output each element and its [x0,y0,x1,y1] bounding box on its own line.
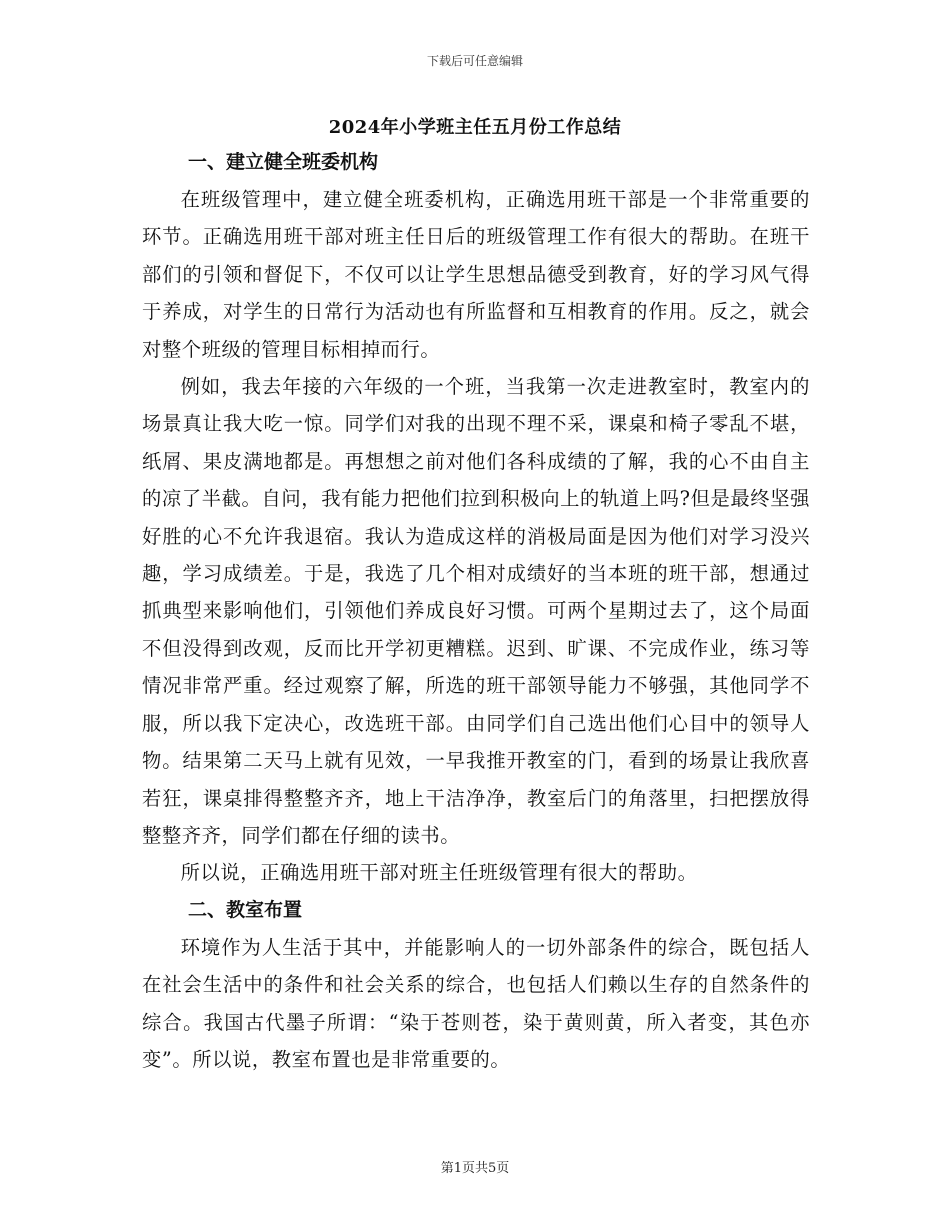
paragraph: 所以说，正确选用班干部对班主任班级管理有很大的帮助。 [180,861,698,885]
section-heading-2: 二、教室布置 [188,898,303,921]
document-body [142,144,810,1078]
page-number: 第1页共5页 [440,1161,510,1176]
section-heading-1: 一、建立健全班委机构 [188,151,379,173]
header-note: 下载后可任意编辑 [426,54,523,68]
page-title: 2024年小学班主任五月份工作总结 [328,117,622,138]
paragraph: 例如，我去年接的六年级的一个班，当我第一次走进教室时，教室内的场景真让我大吃一惊。同学们对我的出现不理不采，课桌和椅子零乱不堪，纸屑、果皮满地都是。再想想之前对他们各科成绩的了解，我的心不由自主的凉了半截。自问，我有能力把他们拉到积极向上的轨道上吗?但是最终坚强好胜的心不允许我退宿。我认为造成这样的消极局面是因为他们对学习没兴趣，学习成绩差。于是，我选了几个相对成绩好的当本班的班干部，想通过抓典型来影响他们，引领他们养成良好习惯。可两个星期过去了，这个局面不但没得到改观，反而比开学初更糟糕。迟到、旷课、不完成作业，练习等情况非常严重。经过观察了解，所选的班干部领导能力不够强，其他同学不服，所以我下定决心，改选班干部。由同学们自己选出他们心目中的领导人物。结果第二天马上就有见效，一早我推开教室的门，看到的场景让我欣喜若狂，课桌排得整整齐齐，地上干洁净净，教室后门的角落里，扫把摆放得整整齐齐，同学们都在仔细的读书。 [142,375,810,847]
paragraph: 环境作为人生活于其中，并能影响人的一切外部条件的综合，既包括人在社会生活中的条件和社会关系的综合，也包括人们赖以生存的自然条件的综合。我国古代墨子所谓：“染于苍则苍，染于黄则黄，所入者变，其色亦变”。所以说，教室布置也是非常重要的。 [142,935,810,1071]
paragraph: 在班级管理中，建立健全班委机构，正确选用班干部是一个非常重要的环节。正确选用班干部对班主任日后的班级管理工作有很大的帮助。在班干部们的引领和督促下，不仅可以让学生思想品德受到教育，好的学习风气得于养成，对学生的日常行为活动也有所监督和互相教育的作用。反之，就会对整个班级的管理目标相掉而行。 [142,188,810,361]
